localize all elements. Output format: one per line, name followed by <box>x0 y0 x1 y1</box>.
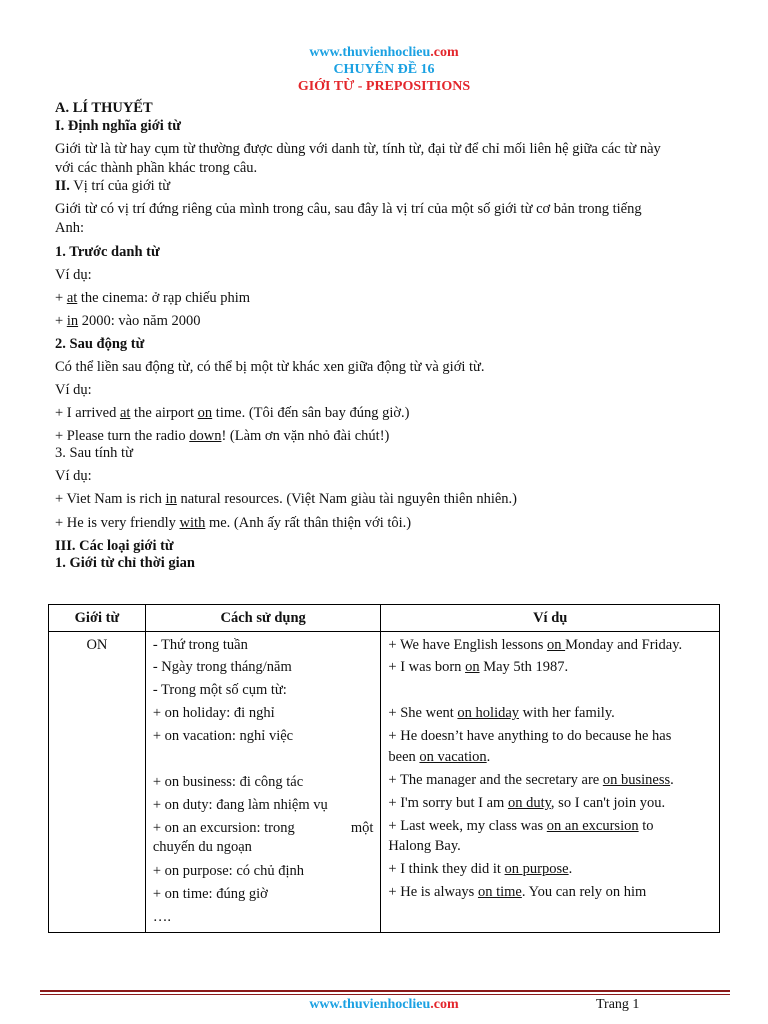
topic-title: CHUYÊN ĐỀ 16 <box>333 62 435 77</box>
example-friendly-with <box>55 513 713 533</box>
example-text: natural resources. (Việt Nam giàu tài nguyên thiên nhiên.) <box>176 491 517 507</box>
example-label: Ví dụ: <box>55 382 92 398</box>
heading-definition: I. Định nghĩa giới từ <box>55 118 181 134</box>
example-text: + I arrived <box>55 405 120 421</box>
usage-cell <box>145 632 381 933</box>
preposition-underlined: on <box>465 659 480 675</box>
example-text: with her family. <box>519 705 615 721</box>
table-example <box>388 860 714 879</box>
example-text: time. (Tôi đến sân bay đúng giờ.) <box>212 405 410 421</box>
preposition-underlined: on purpose <box>504 861 569 877</box>
example-label: Ví dụ: <box>55 468 92 484</box>
footer-site[interactable] <box>0 997 768 1013</box>
table-example: + He doesn’t have anything to do because he has <box>388 728 672 744</box>
header-site[interactable] <box>0 44 768 61</box>
example-text: + Last week, my class was <box>388 818 547 834</box>
table-example: Halong Bay. <box>388 838 461 854</box>
example-text: + I was born <box>388 659 466 675</box>
definition-line-2: với các thành phần khác trong câu. <box>55 160 258 176</box>
position-line-1: Giới từ có vị trí đứng riêng của mình trong câu, sau đây là vị trí của một số giới từ cơ bản trong tiếng <box>55 201 642 217</box>
section-a-heading: A. LÍ THUYẾT <box>55 100 153 116</box>
page-title: GIỚI TỪ - PREPOSITIONS <box>297 79 471 94</box>
preposition-underlined: on vacation <box>419 749 487 765</box>
heading-position-number: II. <box>55 178 70 194</box>
example-text: . <box>670 772 674 788</box>
heading-types: III. Các loại giới từ <box>55 538 174 554</box>
example-arrived <box>55 403 713 423</box>
column-header-example: Ví dụ <box>381 605 720 632</box>
preposition-underlined: with <box>179 515 206 531</box>
example-text: + She went <box>388 705 458 721</box>
preposition-underlined: at <box>119 405 131 421</box>
example-text: Monday and Friday. <box>565 637 683 653</box>
preposition-underlined: on <box>197 405 213 421</box>
example-text: + Please turn the radio <box>55 428 190 444</box>
example-text: + The manager and the secretary are <box>388 772 603 788</box>
example-text: 2000: vào năm 2000 <box>78 313 201 329</box>
example-label: Ví dụ: <box>55 267 92 283</box>
example-text: been <box>388 749 420 765</box>
example-at-cinema <box>55 288 713 308</box>
usage-item: chuyến du ngoạn <box>152 839 252 855</box>
footer-site-tld: .com <box>430 997 459 1012</box>
example-text: ! (Làm ơn vặn nhỏ đài chút!) <box>221 428 390 444</box>
subheading-after-adjective: 3. Sau tính từ <box>55 445 133 461</box>
table-example <box>388 794 714 813</box>
table-header-row <box>49 605 720 632</box>
header-site-tld: .com <box>430 45 459 60</box>
definition-line-1: Giới từ là từ hay cụm từ thường được dùng với danh từ, tính từ, đại từ để chỉ mối liên hệ giữa các từ này <box>55 141 661 157</box>
preposition-underlined: in <box>66 313 79 329</box>
example-text: . You can rely on him <box>521 884 647 900</box>
preposition-underlined: on holiday <box>457 705 520 721</box>
example-text: . <box>486 749 491 765</box>
table-row <box>49 632 720 933</box>
preposition-underlined: on an excursion <box>546 818 639 834</box>
footer-rule-thin <box>40 994 730 995</box>
example-text: + I'm sorry but I am <box>388 795 508 811</box>
example-text: + We have English lessons <box>388 637 547 653</box>
usage-item: - Trong một số cụm từ: <box>152 682 287 698</box>
page-number: Trang 1 <box>596 997 640 1012</box>
preposition-cell <box>49 632 146 933</box>
usage-ellipsis: …. <box>152 909 171 925</box>
example-text: , so I can't join you. <box>550 795 666 811</box>
table-example <box>388 817 714 836</box>
example-text: + Viet Nam is rich <box>55 491 166 507</box>
prepositions-table <box>48 604 720 933</box>
usage-item: + on holiday: đi nghỉ <box>152 705 275 721</box>
after-verb-description: Có thể liền sau động từ, có thể bị một từ khác xen giữa động từ và giới từ. <box>55 359 485 375</box>
usage-item-justified-word: một <box>350 820 374 836</box>
example-prefix: + <box>55 313 67 329</box>
preposition-on: ON <box>86 637 108 653</box>
example-prefix: + <box>55 290 67 306</box>
heading-position-text: Vị trí của giới từ <box>69 178 171 194</box>
table-example <box>388 748 714 767</box>
example-text: + He is very friendly <box>55 515 180 531</box>
usage-item: + on purpose: có chủ định <box>152 863 304 879</box>
table-example <box>388 636 714 655</box>
usage-item: - Ngày trong tháng/năm <box>152 659 292 675</box>
example-text: + I think they did it <box>388 861 505 877</box>
column-header-usage: Cách sử dụng <box>145 605 381 632</box>
heading-position <box>55 176 713 196</box>
subheading-time: 1. Giới từ chỉ thời gian <box>55 555 195 571</box>
usage-item: + on an excursion: trong <box>152 820 295 836</box>
usage-item: + on business: đi công tác <box>152 774 304 790</box>
example-text: + He is always <box>388 884 478 900</box>
footer-rule <box>40 990 730 992</box>
table-example <box>388 658 714 677</box>
preposition-underlined: down <box>189 428 222 444</box>
preposition-underlined: in <box>165 491 177 507</box>
example-text: the cinema: ở rạp chiếu phim <box>77 290 251 306</box>
preposition-underlined: on duty <box>507 795 551 811</box>
preposition-underlined: on time <box>477 884 522 900</box>
example-rich-in <box>55 489 713 509</box>
table-example <box>388 704 714 723</box>
footer-site-name: www.thuvienhoclieu <box>309 997 431 1012</box>
example-text: to <box>638 818 654 834</box>
example-text: me. (Anh ấy rất thân thiện với tôi.) <box>205 515 412 531</box>
preposition-underlined: at <box>66 290 78 306</box>
example-cell <box>381 632 720 933</box>
preposition-underlined: on business <box>602 772 671 788</box>
subheading-before-noun: 1. Trước danh từ <box>55 244 160 260</box>
usage-item: + on duty: đang làm nhiệm vụ <box>152 797 328 813</box>
column-header-preposition: Giới từ <box>49 605 146 632</box>
position-line-2: Anh: <box>55 220 84 236</box>
usage-item: + on time: đúng giờ <box>152 886 268 902</box>
example-text: May 5th 1987. <box>479 659 569 675</box>
example-in-2000 <box>55 311 713 331</box>
example-text: the airport <box>130 405 198 421</box>
usage-item: + on vacation: nghỉ việc <box>152 728 294 744</box>
example-text: . <box>568 861 573 877</box>
subheading-after-verb: 2. Sau động từ <box>55 336 145 352</box>
preposition-underlined: on <box>547 637 566 653</box>
usage-item: - Thứ trong tuần <box>152 637 248 653</box>
table-example <box>388 771 714 790</box>
table-example <box>388 883 714 902</box>
header-site-name: www.thuvienhoclieu <box>309 45 431 60</box>
